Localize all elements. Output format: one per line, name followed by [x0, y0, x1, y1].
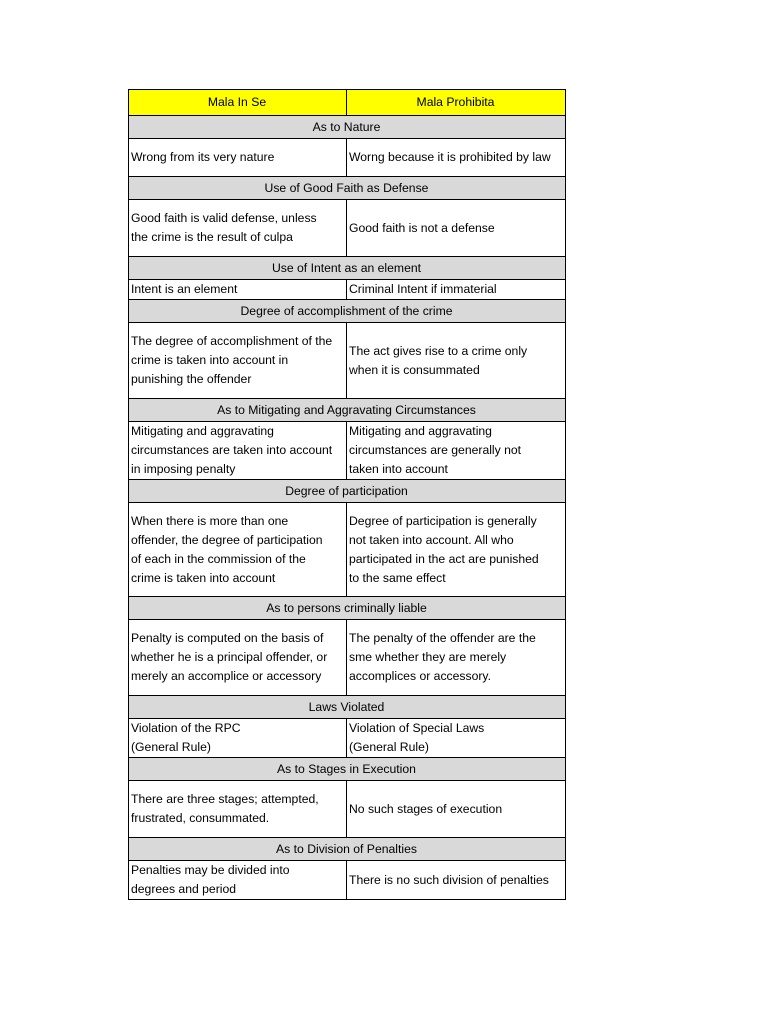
- section-title: Use of Intent as an element: [129, 257, 566, 280]
- content-row: [129, 781, 566, 838]
- header-mala-prohibita: Mala Prohibita: [347, 90, 566, 116]
- mala-prohibita-cell: No such stages of execution: [347, 781, 566, 838]
- content-row: [129, 139, 566, 177]
- content-row: [129, 200, 566, 257]
- section-title: As to Stages in Execution: [129, 758, 566, 781]
- content-row: [129, 620, 566, 696]
- mala-in-se-cell: The degree of accomplishment of the crime is taken into account in punishing the offender: [129, 323, 347, 399]
- mala-prohibita-cell: Good faith is not a defense: [347, 200, 566, 257]
- section-title-row: [129, 300, 566, 323]
- mala-in-se-cell: Wrong from its very nature: [129, 139, 347, 177]
- section-title: Use of Good Faith as Defense: [129, 177, 566, 200]
- section-title-row: [129, 116, 566, 139]
- mala-in-se-cell: There are three stages; attempted, frustrated, consummated.: [129, 781, 347, 838]
- mala-prohibita-cell: Worng because it is prohibited by law: [347, 139, 566, 177]
- mala-prohibita-cell: Degree of participation is generally not taken into account. All who participated in the act are punished to the same effect: [347, 503, 566, 597]
- mala-in-se-cell: Penalty is computed on the basis of whether he is a principal offender, or merely an accomplice or accessory: [129, 620, 347, 696]
- content-row: [129, 503, 566, 597]
- section-title-row: [129, 838, 566, 861]
- mala-in-se-cell: When there is more than one offender, the degree of participation of each in the commission of the crime is taken into account: [129, 503, 347, 597]
- mala-prohibita-cell: Mitigating and aggravating circumstances are generally not taken into account: [347, 422, 566, 480]
- section-title: As to Division of Penalties: [129, 838, 566, 861]
- section-title: Laws Violated: [129, 696, 566, 719]
- mala-in-se-cell: Penalties may be divided into degrees and period: [129, 861, 347, 900]
- section-title: As to persons criminally liable: [129, 597, 566, 620]
- mala-prohibita-cell: The penalty of the offender are the sme whether they are merely accomplices or accessory.: [347, 620, 566, 696]
- mala-prohibita-cell: Violation of Special Laws (General Rule): [347, 719, 566, 758]
- content-row: [129, 323, 566, 399]
- content-row: [129, 719, 566, 758]
- header-row: [129, 90, 566, 116]
- section-title: As to Mitigating and Aggravating Circumstances: [129, 399, 566, 422]
- section-title: Degree of accomplishment of the crime: [129, 300, 566, 323]
- section-title-row: [129, 480, 566, 503]
- section-title-row: [129, 597, 566, 620]
- mala-in-se-cell: Mitigating and aggravating circumstances are taken into account in imposing penalty: [129, 422, 347, 480]
- section-title-row: [129, 696, 566, 719]
- section-title-row: [129, 177, 566, 200]
- section-title-row: [129, 758, 566, 781]
- section-title: Degree of participation: [129, 480, 566, 503]
- section-title-row: [129, 399, 566, 422]
- content-row: [129, 861, 566, 900]
- comparison-table: [128, 89, 566, 900]
- mala-prohibita-cell: The act gives rise to a crime only when it is consummated: [347, 323, 566, 399]
- section-title-row: [129, 257, 566, 280]
- mala-prohibita-cell: Criminal Intent if immaterial: [347, 280, 566, 300]
- mala-prohibita-cell: There is no such division of penalties: [347, 861, 566, 900]
- mala-in-se-cell: Violation of the RPC (General Rule): [129, 719, 347, 758]
- mala-in-se-cell: Intent is an element: [129, 280, 347, 300]
- header-mala-in-se: Mala In Se: [129, 90, 347, 116]
- section-title: As to Nature: [129, 116, 566, 139]
- mala-in-se-cell: Good faith is valid defense, unless the crime is the result of culpa: [129, 200, 347, 257]
- content-row: [129, 422, 566, 480]
- content-row: [129, 280, 566, 300]
